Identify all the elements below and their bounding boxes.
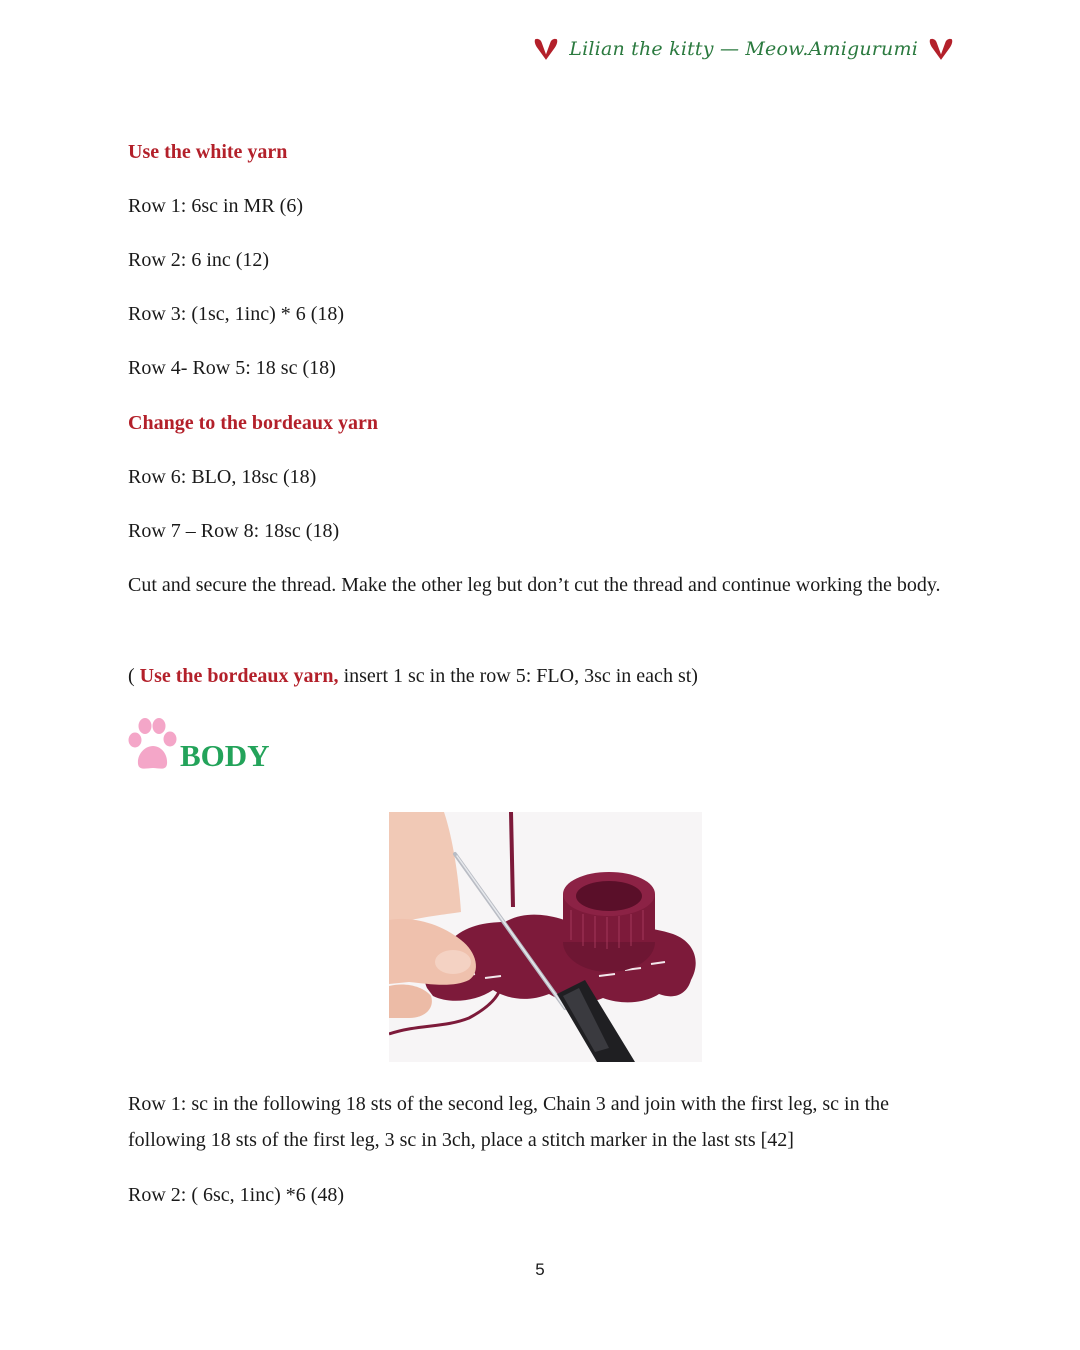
body-row: Row 1: sc in the following 18 sts of the second leg, Chain 3 and join with the first leg, sc in the following 18 sts of the first leg, 3 sc in 3ch, place a stitch marker in the last sts [42] [128, 1093, 890, 1151]
instruction-heading-white-yarn: Use the white yarn [128, 141, 288, 163]
instruction-row: Row 3: (1sc, 1inc) * 6 (18) [128, 303, 345, 325]
insert-note-open: ( [128, 665, 140, 687]
page-header [533, 36, 954, 62]
instruction-row: Row 4- Row 5: 18 sc (18) [128, 357, 336, 379]
crochet-photo [389, 812, 702, 1062]
instruction-row: Row 1: 6sc in MR (6) [128, 195, 303, 217]
insert-note-rest: insert 1 sc in the row 5: FLO, 3sc in each st) [338, 665, 698, 687]
paw-icon [126, 714, 182, 772]
crochet-illustration [389, 812, 702, 1062]
instruction-row: Row 2: 6 inc (12) [128, 249, 270, 271]
page-number: 5 [535, 1260, 545, 1279]
section-header [126, 714, 270, 772]
heart-icon [533, 36, 559, 62]
heart-icon [928, 36, 954, 62]
body-row: Row 2: ( 6sc, 1inc) *6 (48) [128, 1184, 345, 1206]
header-title: Lilian the kitty — Meow.Amigurumi [569, 38, 918, 60]
insert-note [128, 658, 698, 694]
section-title: BODY [180, 738, 270, 773]
insert-note-highlight: Use the bordeaux yarn, [139, 665, 339, 687]
instruction-heading-bordeaux-yarn: Change to the bordeaux yarn [128, 412, 379, 434]
cut-thread-paragraph: Cut and secure the thread. Make the other leg but don’t cut the thread and continue working the body. [128, 574, 941, 596]
instruction-row: Row 6: BLO, 18sc (18) [128, 466, 317, 488]
instruction-row: Row 7 – Row 8: 18sc (18) [128, 520, 340, 542]
